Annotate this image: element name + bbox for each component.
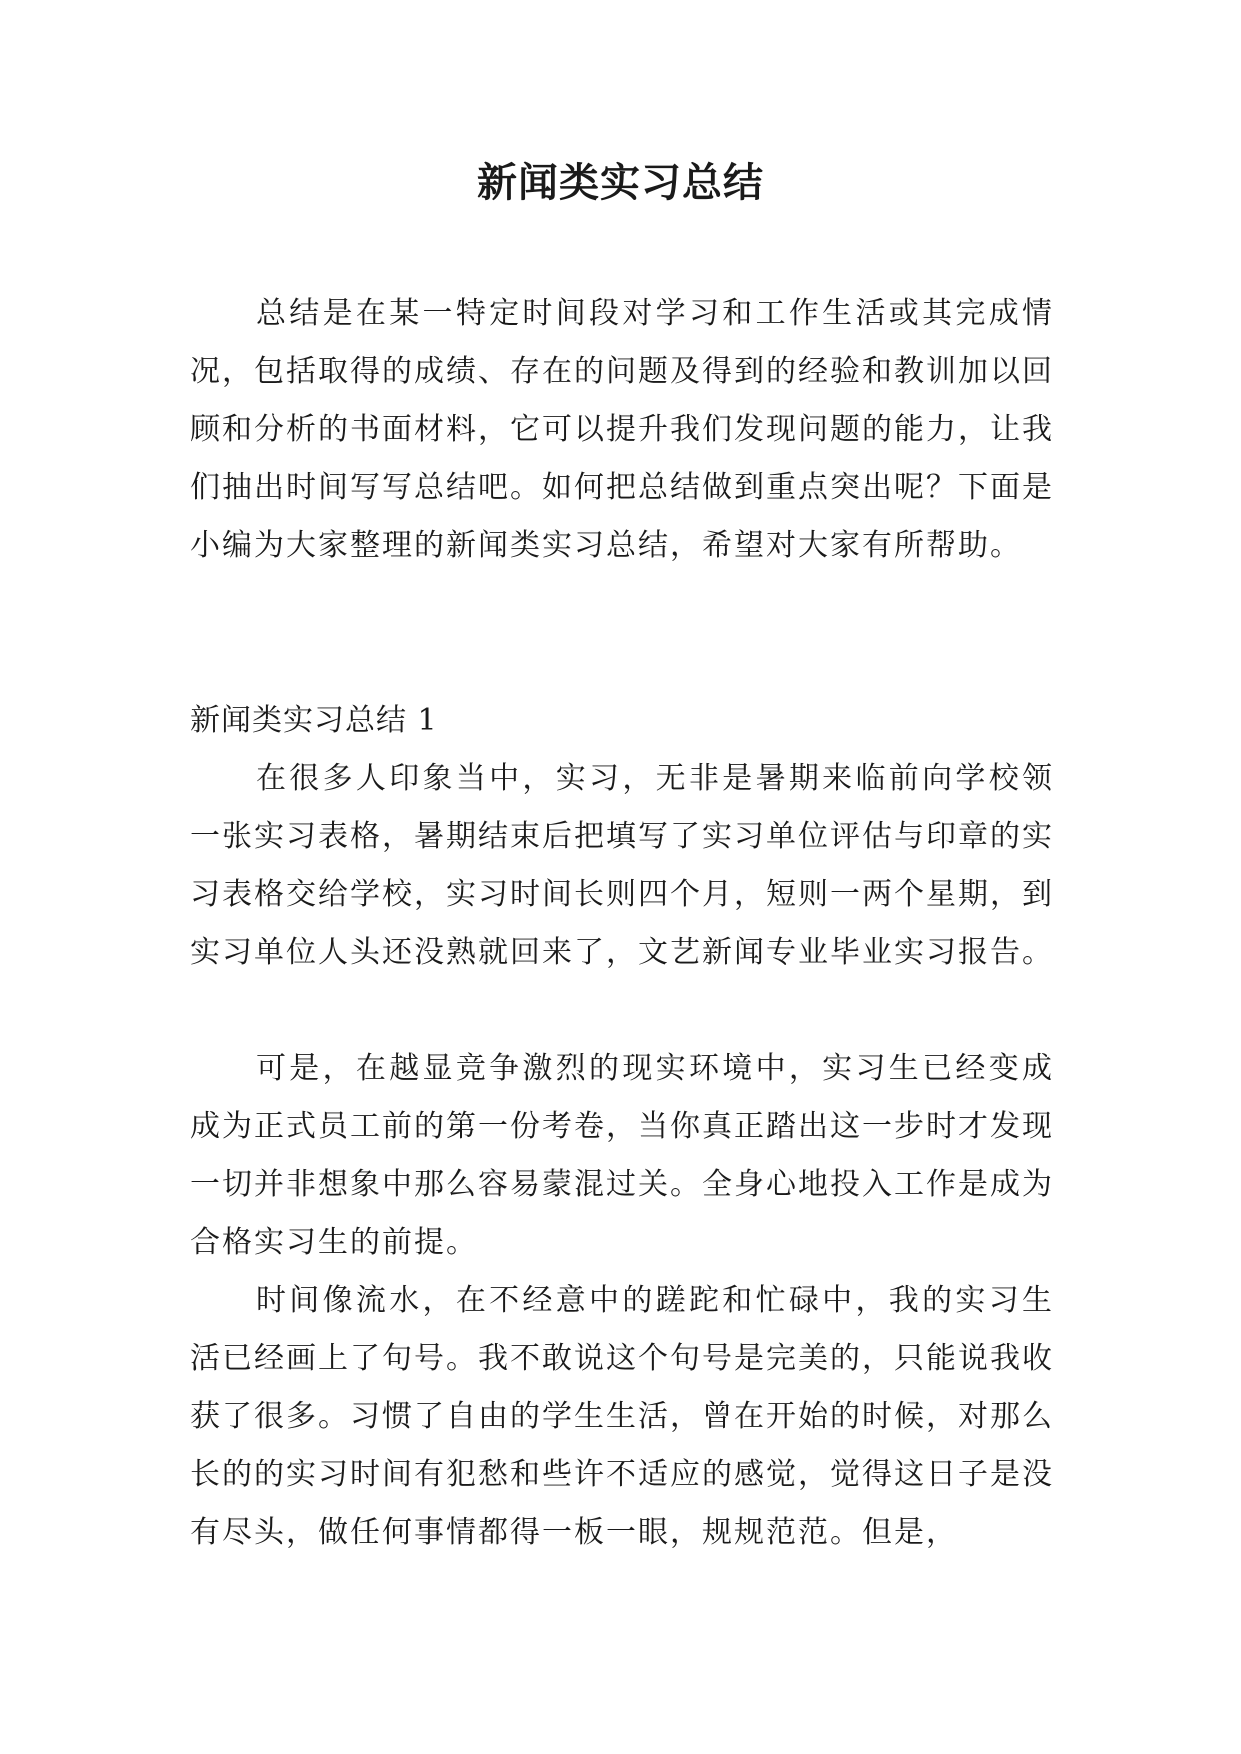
body-paragraph: 可是，在越显竞争激烈的现实环境中，实习生已经变成成为正式员工前的第一份考卷，当你真正踏出这一步时才发现一切并非想象中那么容易蒙混过关。全身心地投入工作是成为合格实习生的前提。 — [190, 1051, 1054, 1260]
body-paragraph: 时间像流水，在不经意中的蹉跎和忙碌中，我的实习生活已经画上了句号。我不敢说这个句号是完美的，只能说我收获了很多。习惯了自由的学生生活，曾在开始的时候，对那么长的的实习时间有犯愁和些许不适应的感觉，觉得这日子是没有尽头，做任何事情都得一板一眼，规规范范。但是， — [190, 1283, 1054, 1550]
section-heading: 新闻类实习总结 1 — [190, 703, 438, 738]
intro-paragraph: 总结是在某一特定时间段对学习和工作生活或其完成情况，包括取得的成绩、存在的问题及得到的经验和教训加以回顾和分析的书面材料，它可以提升我们发现问题的能力，让我们抽出时间写写总结吧。如何把总结做到重点突出呢？下面是小编为大家整理的新闻类实习总结，希望对大家有所帮助。 — [190, 296, 1054, 563]
document-title: 新闻类实习总结 — [477, 160, 764, 206]
body-paragraph: 在很多人印象当中，实习，无非是暑期来临前向学校领一张实习表格，暑期结束后把填写了实习单位评估与印章的实习表格交给学校，实习时间长则四个月，短则一两个星期，到实习单位人头还没熟就回来了，文艺新闻专业毕业实习报告。 — [190, 761, 1054, 970]
